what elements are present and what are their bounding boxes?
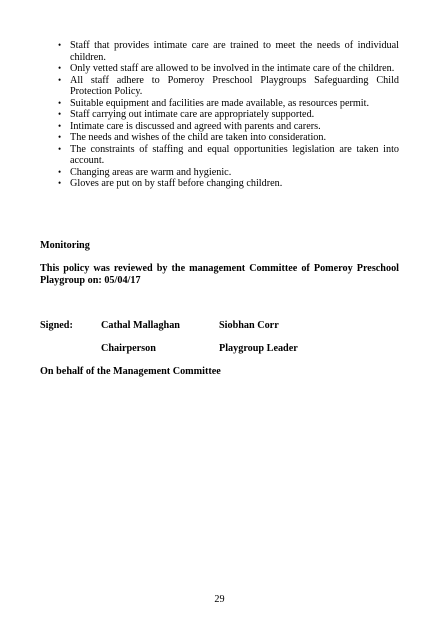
bullet-icon: • — [58, 97, 62, 108]
bullet-icon: • — [58, 166, 62, 177]
list-item-text: The constraints of staffing and equal opportunities legislation are taken into account. — [70, 143, 399, 166]
list-item — [58, 132, 399, 144]
bullet-icon: • — [58, 74, 62, 85]
signed-label: Signed: — [40, 320, 73, 331]
chairperson-name: Cathal Mallaghan — [101, 320, 180, 331]
list-item-text: Staff that provides intimate care are trained to meet the needs of individual children. — [70, 40, 399, 63]
list-item-text: Changing areas are warm and hygienic. — [70, 166, 232, 178]
list-item — [58, 178, 399, 190]
list-item-text: Gloves are put on by staff before changing children. — [70, 178, 283, 189]
list-item — [58, 121, 399, 133]
list-item-text: All staff adhere to Pomeroy Preschool Playgroups Safeguarding Child Protection Policy. — [70, 74, 399, 97]
list-item — [58, 40, 399, 63]
leader-role: Playgroup Leader — [219, 343, 298, 354]
list-item-text: Staff carrying out intimate care are appropriately supported. — [70, 109, 315, 120]
list-item — [58, 75, 399, 98]
chairperson-role: Chairperson — [101, 343, 156, 354]
bullet-icon: • — [58, 109, 62, 119]
bullet-icon: • — [58, 178, 62, 188]
list-item-text: Suitable equipment and facilities are made available, as resources permit. — [70, 97, 369, 109]
bullet-icon: • — [58, 120, 62, 131]
bullet-list — [58, 40, 399, 190]
list-item — [58, 109, 399, 121]
list-item — [58, 63, 399, 75]
monitoring-heading: Monitoring — [40, 240, 90, 251]
list-item-text: Intimate care is discussed and agreed with parents and carers. — [70, 120, 321, 132]
bullet-icon: • — [58, 132, 62, 142]
leader-name: Siobhan Corr — [219, 320, 279, 331]
list-item-text: Only vetted staff are allowed to be involved in the intimate care of the children. — [70, 63, 395, 74]
page-number: 29 — [214, 594, 225, 605]
review-statement: This policy was reviewed by the management Committee of Pomeroy Preschool Playgroup on: 05/04/17 — [40, 263, 399, 286]
behalf-statement: On behalf of the Management Committee — [40, 366, 221, 377]
bullet-icon: • — [58, 63, 62, 73]
list-item — [58, 167, 399, 179]
bullet-icon: • — [58, 143, 62, 154]
list-item-text: The needs and wishes of the child are taken into consideration. — [70, 132, 327, 143]
list-item — [58, 98, 399, 110]
list-item — [58, 144, 399, 167]
bullet-icon: • — [58, 40, 62, 50]
